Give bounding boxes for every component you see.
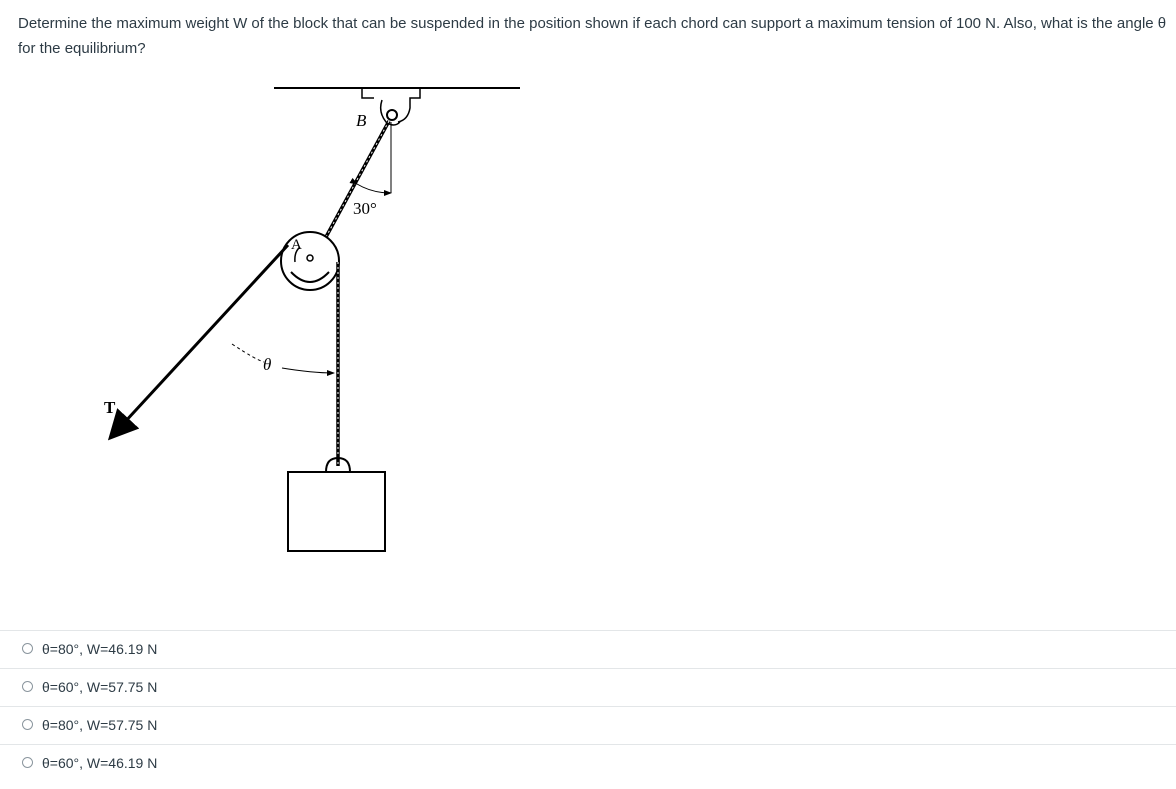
- radio-button[interactable]: [22, 719, 33, 730]
- radio-button[interactable]: [22, 757, 33, 768]
- theta-angle-arc-right: [282, 368, 334, 373]
- cord-to-t: [112, 245, 288, 436]
- answer-label: θ=60°, W=46.19 N: [42, 755, 158, 771]
- radio-button[interactable]: [22, 643, 33, 654]
- answer-option-2[interactable]: [0, 668, 1176, 706]
- angle-30-arc: [357, 184, 391, 193]
- block: [288, 472, 385, 551]
- radio-button[interactable]: [22, 681, 33, 692]
- support-bracket-b: [362, 88, 420, 125]
- label-a: A: [291, 237, 302, 253]
- answer-label: θ=80°, W=46.19 N: [42, 641, 158, 657]
- answer-option-3[interactable]: [0, 706, 1176, 744]
- label-angle-30: 30°: [353, 199, 377, 218]
- label-theta: θ: [263, 355, 272, 374]
- question-text: Determine the maximum weight W of the block that can be suspended in the position shown if each chord can support a maximum tension of 100 N. Also, what is the angle θ for the equilibrium?: [18, 15, 1167, 57]
- answer-list: [0, 630, 1176, 782]
- answer-label: θ=60°, W=57.75 N: [42, 679, 158, 695]
- theta-angle-arc: [232, 344, 264, 362]
- answer-label: θ=80°, W=57.75 N: [42, 717, 158, 733]
- pulley-a: [281, 232, 339, 290]
- label-t: T: [104, 398, 116, 417]
- label-b: B: [356, 111, 367, 130]
- answer-option-4[interactable]: [0, 744, 1176, 782]
- answer-option-1[interactable]: [0, 630, 1176, 668]
